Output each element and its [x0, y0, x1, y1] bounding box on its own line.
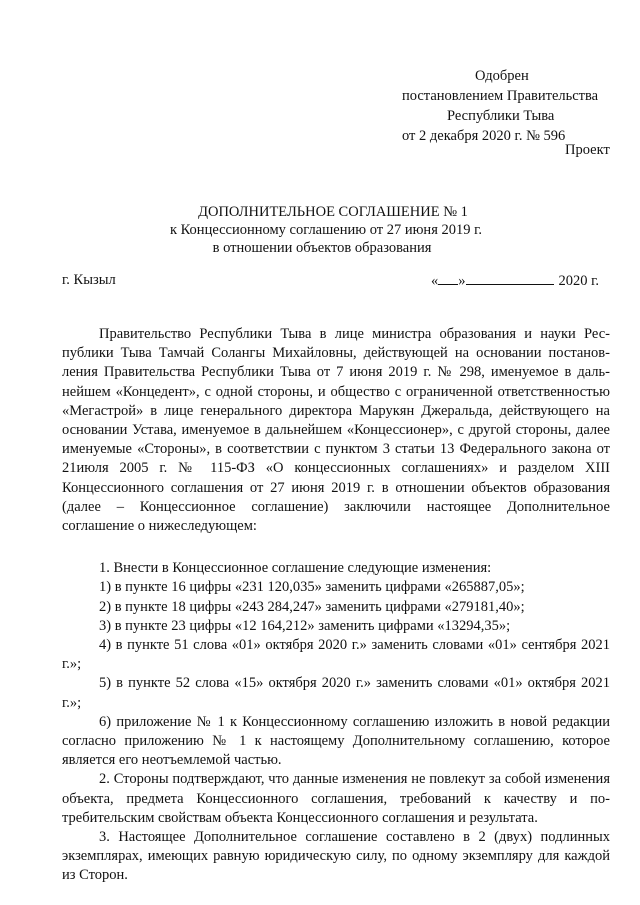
clause-paragraph: 4) в пункте 51 слова «01» октября 2020 г.» заменить словами «01» сентября 2021 г.»; [62, 637, 610, 673]
date-close-quote: » [458, 273, 466, 289]
document-title [0, 203, 640, 257]
draft-label: Проект [565, 142, 610, 158]
clause-paragraph: 2. Стороны подтверждают, что данные изменения не повлекут за собой изменения объекта, предмета Концессионного соглашения, требований к качеству и потребительским свойствам объекта Концессионного соглашения и результата. [62, 771, 610, 826]
day-blank [438, 272, 458, 285]
approval-line: от 2 декабря 2020 г. № 596 [402, 128, 566, 144]
clause-paragraph: 6) приложение № 1 к Концессионному соглашению изложить в новой редакции согласно приложению № 1 к настоящему Дополнительному соглашению, которое является его неотъемлемой частью. [62, 713, 610, 769]
place-of-signing: г. Кызыл [62, 272, 116, 288]
clause-paragraph: 3. Настоящее Дополнительное соглашение составлено в 2 (двух) подлинных экземплярах, имеющих равную юридическую силу, по одному экземпляру для каждой из Сторон. [62, 829, 610, 884]
title-line: в отношении объектов образования [212, 240, 432, 256]
preamble-paragraph: Правительство Республики Тыва в лице министра образования и науки Республики Тыва Тамчай Солангы Михайловны, действующей на основании постановления Правительства Республики Тыва от 7 июня 2019 г. № 298, именуемое в дальнейшем «Концедент», с одной стороны, и общество с ограниченной ответственностью «Мегастрой» в лице генерального директора Марукян Джеральда, действующего на основании Устава, именуемое в дальнейшем «Концессионер», с другой стороны, далее именуемые «Стороны», в соответствии с пунктом 3 статьи 13 Федерального закона от 21июля 2005 г. № 115-ФЗ «О концессионных соглашениях» и разделом XIII Концессионного соглашения от 27 июня 2019 г. в отношении объектов образования (далее – Концессионное соглашение) заключили настоящее Дополнительное соглашение о нижеследующем: [62, 326, 610, 535]
agreement-body [62, 325, 610, 886]
approval-line: постановлением Правительства [402, 88, 599, 104]
month-blank [466, 272, 554, 285]
title-line: к Концессионному соглашению от 27 июня 2019 г. [169, 222, 483, 238]
signing-date [431, 272, 599, 290]
clause-paragraph: 3) в пункте 23 цифры «12 164,212» заменить цифрами «13294,35»; [99, 617, 511, 634]
clause-paragraph: 1) в пункте 16 цифры «231 120,035» заменить цифрами «265887,05»; [99, 579, 525, 596]
approval-line: Одобрен [475, 68, 529, 84]
clause-paragraph: 1. Внести в Концессионное соглашение следующие изменения: [99, 560, 492, 577]
title-line: ДОПОЛНИТЕЛЬНОЕ СОГЛАШЕНИЕ № 1 [198, 204, 468, 220]
clause-paragraph: 5) в пункте 52 слова «15» октября 2020 г.» заменить словами «01» октября 2021 г.»; [62, 675, 610, 711]
approval-line: Республики Тыва [447, 108, 555, 124]
clause-paragraph: 2) в пункте 18 цифры «243 284,247» заменить цифрами «279181,40»; [99, 598, 525, 615]
date-open-quote: « [431, 273, 439, 289]
date-year: 2020 г. [558, 273, 600, 289]
approval-stamp [400, 66, 620, 146]
